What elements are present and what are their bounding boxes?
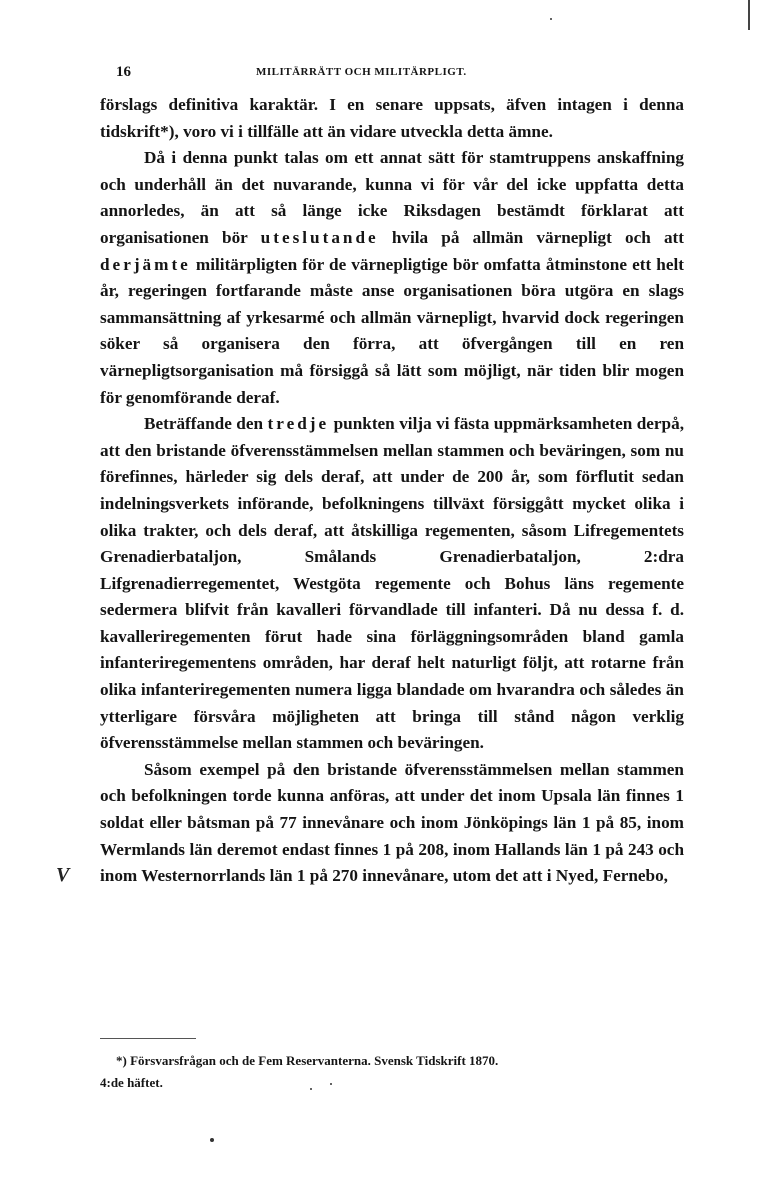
paragraph-2 [100, 145, 684, 411]
specks [748, 0, 750, 30]
emphasized-word: derjämte [100, 254, 191, 274]
footnote [100, 1050, 684, 1094]
page-header [116, 64, 686, 84]
specks [330, 1083, 332, 1085]
footnote-rule [100, 1038, 196, 1039]
paragraph-text: Beträffande den [144, 414, 268, 434]
specks [310, 1088, 312, 1090]
paragraph-text: Såsom exempel på den bristande öfverensstämmelsen mellan stammen och befolkningen torde kunna anföras, att under det inom Upsala län finnes 1 soldat eller båtsman på 77 innevånare och inom Jönköpings län 1 på 85, inom Wermlands län deremot endast finnes 1 på 208, inom Hallands län 1 på 243 och inom Westernorrlands län 1 på 270 innevånare, utom det att i Nyed, Fernebo, [100, 759, 684, 886]
footnote-line-2: 4:de häftet. [100, 1075, 163, 1090]
margin-mark: V [56, 864, 70, 886]
paragraph-text: Då i denna punkt talas om ett annat sätt för stamtruppens anskaffning och underhåll än det nuvarande, kunna vi för vår del icke uppfatta detta annorledes, än att så länge icke Riksdagen bestämdt förklarat att organisationen bör [100, 148, 684, 247]
emphasized-word: uteslutande [260, 227, 379, 247]
emphasized-word: tredje [267, 414, 330, 434]
footnote-line-1: *) Försvarsfrågan och de Fem Reservanterna. Svensk Tidskrift 1870. [116, 1053, 499, 1068]
paragraph-text: förslags definitiva karaktär. I en senare uppsats, äfven intagen i denna tidskrift*), voro vi i tillfälle att än vidare utveckla detta ämne. [100, 95, 684, 141]
paragraph-text: militärpligten för de värnepligtige bör omfatta åtminstone ett helt år, regeringen fortfarande måste anse organisationen böra utgöra en slags sammansättning af yrkesarmé och allmän värnepligt, hvarvid dock regeringen söker så organisera den förra, att öfvergången till en ren värnepligtsorganisation må försiggå så lätt som möjligt, när tiden blir mogen för genomförande deraf. [100, 254, 684, 407]
page-number: 16 [116, 64, 131, 80]
running-title: MILITÄRRÄTT OCH MILITÄRPLIGT. [256, 66, 467, 78]
paragraph-4 [100, 757, 684, 890]
specks [210, 1138, 214, 1142]
paragraph-text: punkten vilja vi fästa uppmärksamheten derpå, att den bristande öfverensstämmelsen mellan stammen och beväringen, som nu förefinnes, härleder sig dels deraf, att under de 200 år, som förflutit sedan indelningsverkets införande, befolkningens tillväxt försiggått mycket olika i olika trakter, och dels deraf, att åtskilliga regementen, såsom Lifregementets Grenadierbataljon, Smålands Grenadierbataljon, 2:dra Lifgrenadierregementet, Westgöta regemente och Bohus läns regemente sedermera blifvit från kavalleri förvandlade till infanteri. Då nu dessa f. d. kavalleriregementen förut hade sina förläggningsområden bland gamla infanteriregementens områden, har deraf helt naturligt följt, att rotarne från olika infanteriregementen numera ligga blandade om hvarandra och således än ytterligare försvåra möjligheten att bringa till stånd någon verklig öfverensstämmelse mellan stammen och beväringen. [100, 414, 685, 753]
paragraph-text: hvila på allmän värnepligt och att [378, 227, 684, 247]
paragraph-1 [100, 92, 684, 145]
paragraph-3 [100, 411, 684, 757]
body-text [100, 92, 684, 890]
specks [550, 18, 552, 20]
